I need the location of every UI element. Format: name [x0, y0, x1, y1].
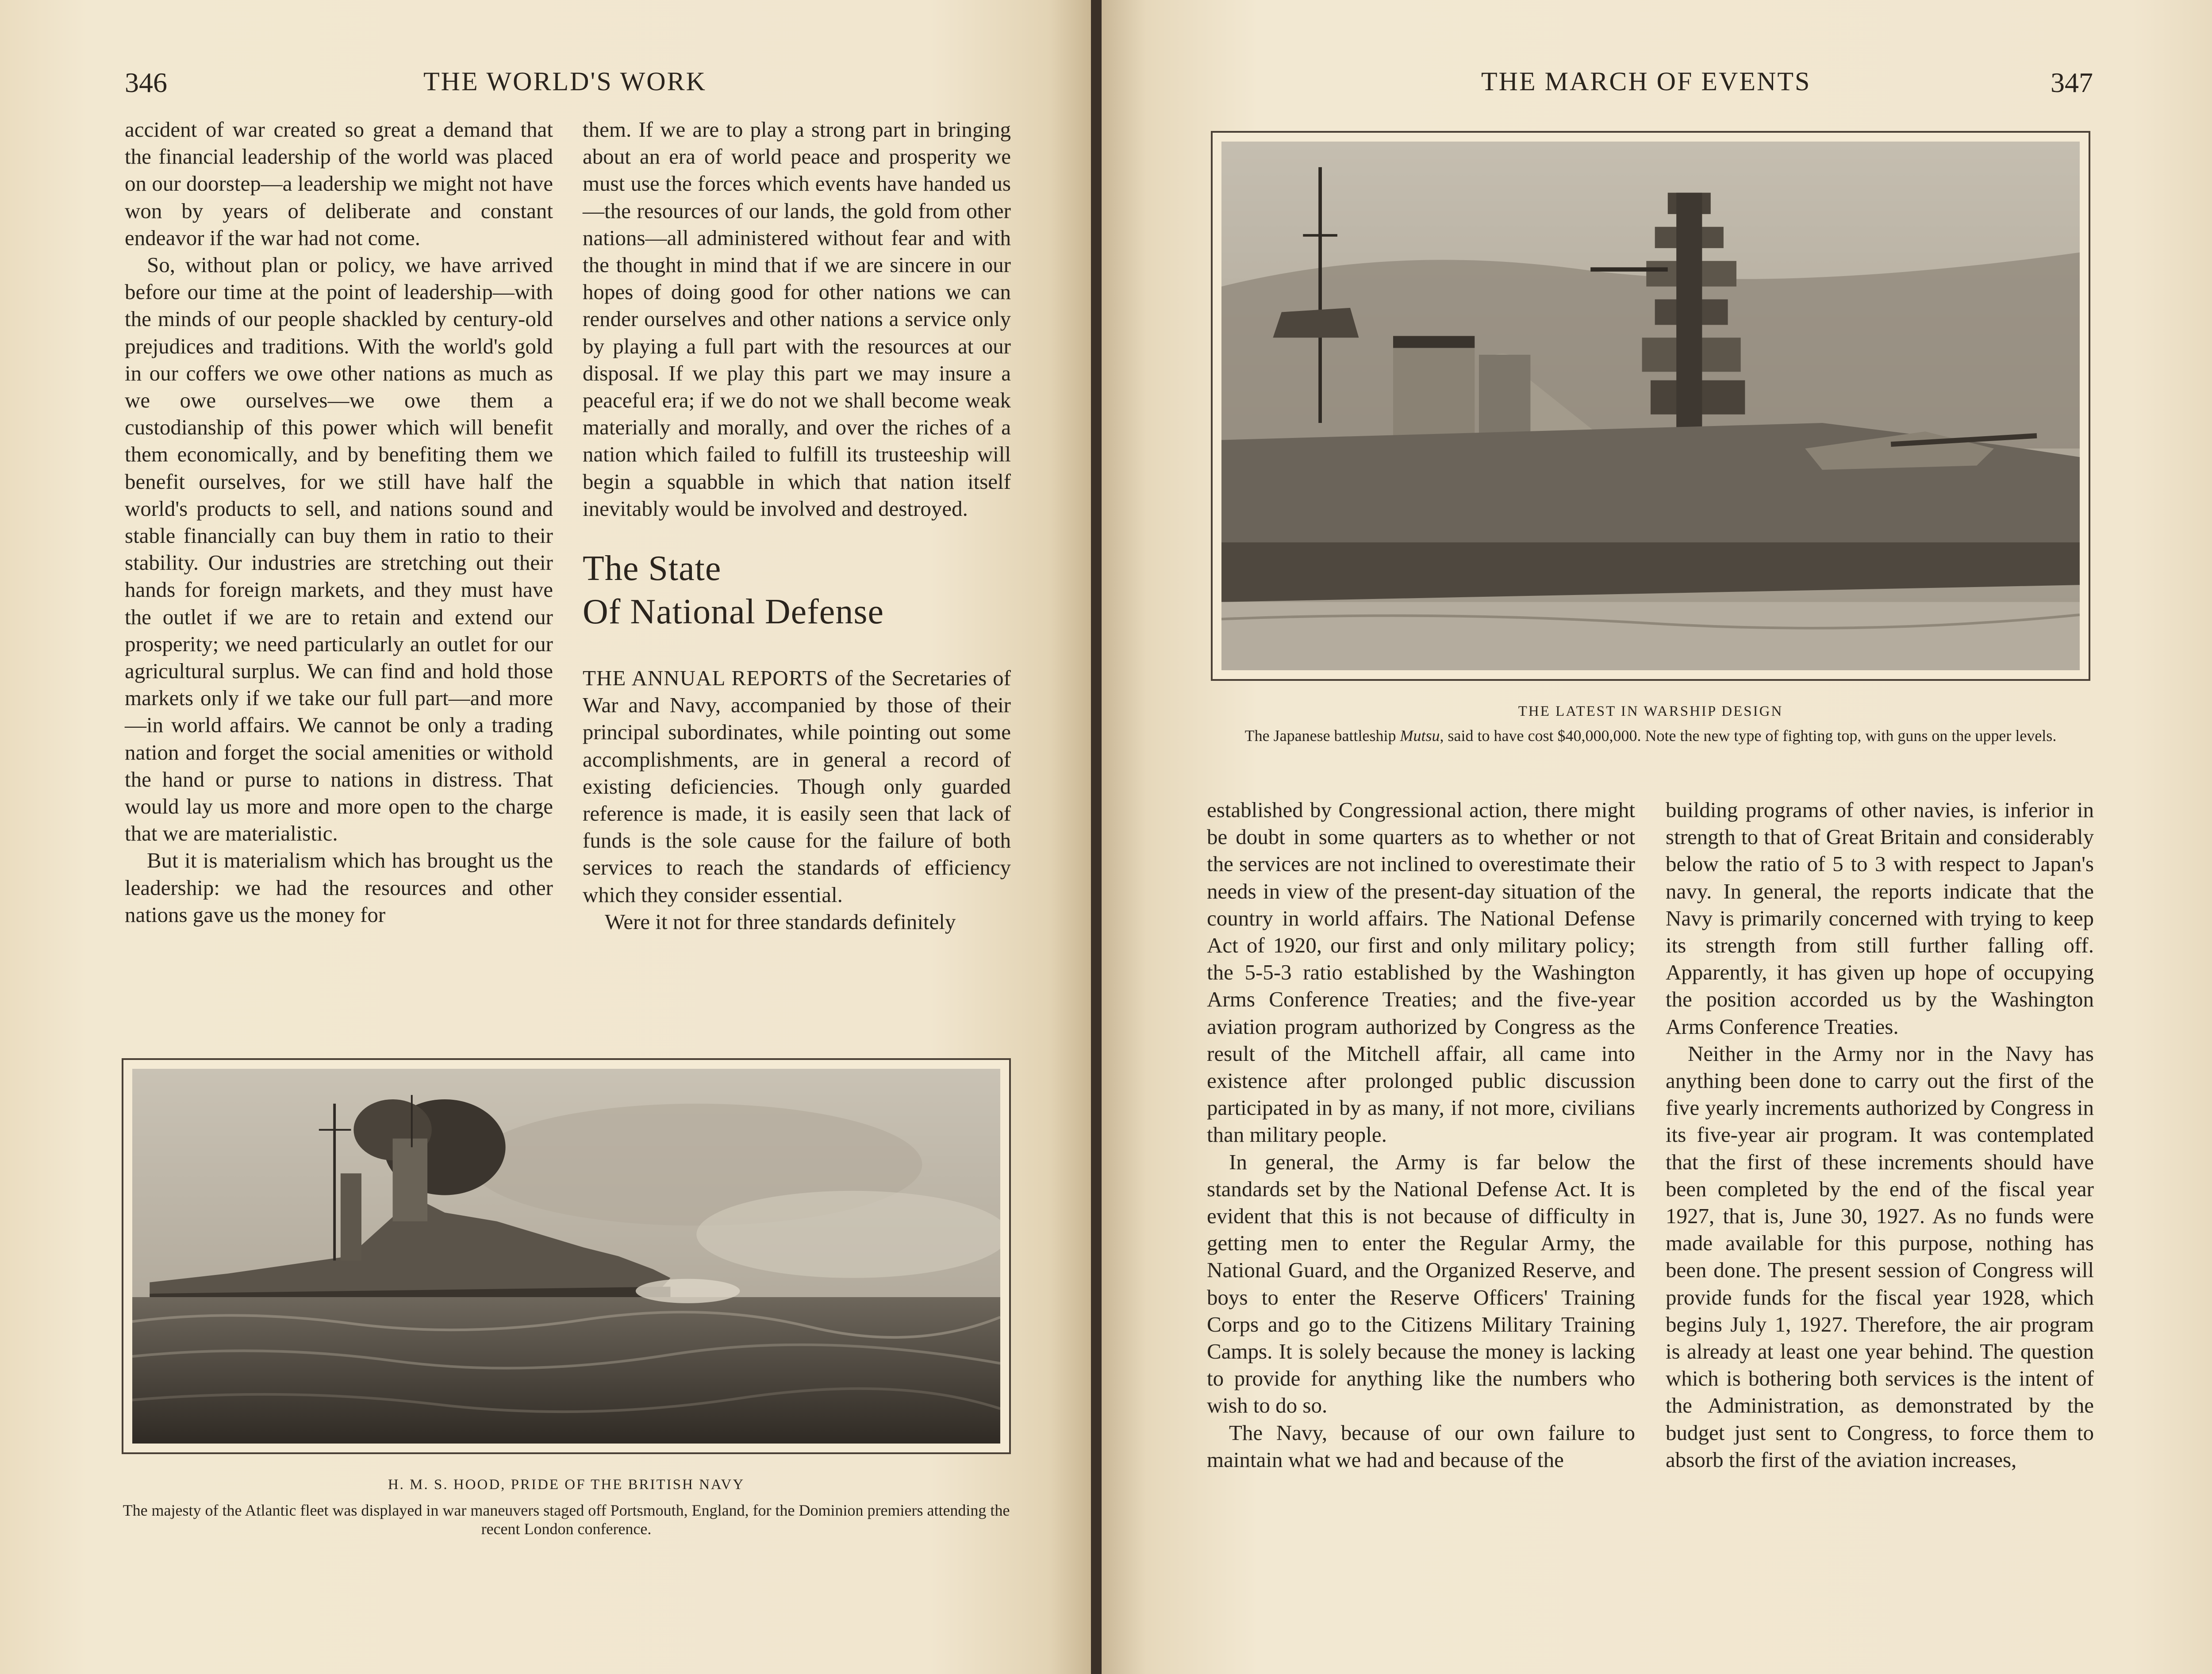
hms-hood-photo [122, 1058, 1011, 1454]
paragraph: Were it not for three standards definitely [605, 909, 956, 934]
section-heading-line-2: Of National Defense [583, 592, 884, 632]
running-head-left: THE WORLD'S WORK [423, 67, 707, 96]
paragraph: accident of war created so great a demand that the financial leadership of the world was placed on our doorstep—a leadership we might not have won by years of deliberate and constant endeavor if the war had not come. [125, 117, 553, 250]
lead-in-text: of the Secretaries of War and Navy, accompanied by those of their principal subordinates, while pointing out some accomplishments, are in general a record of existing deficiencies. Though only guarded reference is made, it is easily seen that lack of funds is the sole cause for the failure of both services to reach the standards of efficiency which they consider essential. [583, 666, 1011, 907]
photo-caption-title: THE LATEST IN WARSHIP DESIGN [1518, 703, 1783, 719]
paragraph: them. If we are to play a strong part in bringing about an era of world peace and prosperity we must use the forces which events have handed us—the resources of our lands, the gold from other nations—all administered without fear and with the thought in mind that if we are sincere in our hopes of doing good for other nations we can render ourselves and other nations a service only by playing a full part with the resources at our disposal. If we play this part we may insure a peaceful era; if we do not we shall become weak materially and morally, and over the riches of a nation which failed to fulfill its trusteeship will begin a squabble in which that nation itself inevitably would be involved and destroyed. [583, 117, 1011, 521]
paragraph [583, 664, 1011, 908]
photo-caption-pre: The Japanese battleship [1244, 727, 1400, 745]
running-head-right: THE MARCH OF EVENTS [1481, 67, 1811, 96]
lead-in: THE ANNUAL REPORTS [583, 666, 829, 691]
left-column-1 [125, 116, 553, 928]
right-column-2 [1666, 796, 2094, 1473]
photo-caption-post: , said to have cost $40,000,000. Note the new type of fighting top, with guns on the upper levels. [1440, 727, 2057, 745]
photo-caption-title: H. M. S. HOOD, PRIDE OF THE BRITISH NAVY [388, 1477, 745, 1493]
right-column-1 [1207, 796, 1635, 1473]
paragraph: So, without plan or policy, we have arrived before our time at the point of leadership—with the minds of our people shackled by century-old prejudices and traditions. With the world's gold in our coffers we owe other nations as much as we owe ourselves—we owe them a custodianship of this power which will benefit them economically, and by benefiting them we benefit ourselves, for we still have half the world's products to sell, and nations sound and stable financially can buy them in ratio to their stability. Our industries are stretching out their hands for foreign markets, and they must have the outlet if we are to retain and extend our prosperity; we need particularly an outlet for our agricultural surplus. We can find and hold those markets only if we take our full part—and more—in world affairs. We cannot be only a trading nation and forget the social amenities or withold the hand or purse to nations in distress. That would lay us more and more open to the charge that we are materialistic. [125, 253, 553, 846]
page-number-right: 347 [2051, 67, 2093, 98]
photo-caption-body: The majesty of the Atlantic fleet was displayed in war maneuvers staged off Portsmouth, England, for the Dominion premiers attending the recent London conference. [123, 1501, 1010, 1538]
battleship-image [1221, 142, 2080, 670]
paragraph: In general, the Army is far below the standards set by the National Defense Act. It is evident that this is not because of difficulty in getting men to enter the Regular Army, the National Guard, and the Organized Reserve, and boys to enter the Reserve Officers' Training Corps and go to the Citizens Military Training Camps. It is solely because the money is lacking to provide for anything like the numbers who wish to do so. [1207, 1149, 1635, 1418]
paragraph: The Navy, because of our own failure to maintain what we had and because of the [1207, 1420, 1635, 1472]
section-heading [583, 547, 1011, 634]
right-page [1102, 0, 2212, 1674]
photo-caption-ship: Mutsu [1400, 727, 1440, 745]
left-page [0, 0, 1093, 1674]
photo-caption-body [1211, 726, 2090, 745]
paragraph: Neither in the Army nor in the Navy has anything been done to carry out the first of the five yearly increments authorized by Congress in its five-year air program. It was contemplated that the first of these increments should have been completed by the end of the fiscal year 1927, that is, June 30, 1927. As no funds were made available for this purpose, nothing has been done. The present session of Congress will provide funds for the fiscal year 1928, which begins July 1, 1927. Therefore, the air program is already at least one year behind. The question which is bothering both services is the intent of the Administration, as demonstrated by the budget just sent to Congress, to force them to absorb the first of the aviation increases, [1666, 1041, 2094, 1472]
mutsu-photo [1211, 131, 2090, 681]
paragraph: established by Congressional action, there might be doubt in some quarters as to whether or not the services are not inclined to overestimate their needs in view of the present-day situation of the country in world affairs. The National Defense Act of 1920, our first and only military policy; the 5-5-3 ratio established by the Washington Arms Conference Treaties; and the five-year aviation program authorized by Congress as the result of the Mitchell affair, all came into existence after prolonged public discussion participated in by as many, if not more, civilians than military people. [1207, 798, 1635, 1147]
paragraph: But it is materialism which has brought us the leadership: we had the resources and other nations gave us the money for [125, 848, 553, 927]
page-number-left: 346 [125, 67, 167, 98]
section-heading-line-1: The State [583, 549, 722, 588]
battleship-image [132, 1069, 1000, 1444]
paragraph: building programs of other navies, is inferior in strength to that of Great Britain and considerably below the ratio of 5 to 3 with respect to Japan's navy. In general, the reports indicate that the Navy is primarily concerned with trying to keep its strength from still further falling off. Apparently, it has given up hope of occupying the position accorded us by the Washington Arms Conference Treaties. [1666, 798, 2094, 1039]
left-column-2 [583, 116, 1011, 935]
